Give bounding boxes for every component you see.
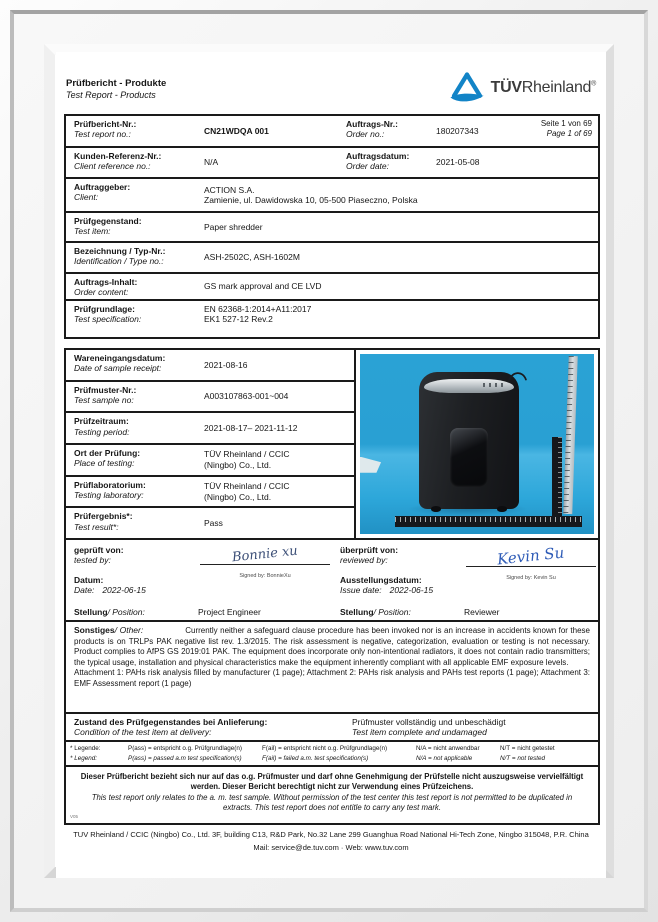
tested-position-row bbox=[66, 605, 332, 620]
label-report-no: Prüfbericht-Nr.: Test report no.: bbox=[74, 119, 137, 140]
reviewed-by-top bbox=[332, 545, 598, 605]
reviewed-position-row bbox=[332, 605, 598, 620]
value-order-no: 180207343 bbox=[436, 125, 479, 136]
value-client-ref: N/A bbox=[204, 157, 219, 168]
row-place-of-testing bbox=[64, 443, 356, 477]
reviewed-position-value: Reviewer bbox=[464, 606, 500, 617]
disclaimer-english: This test report only relates to the a. m. test sample. Without permission of the test center this test report is not permitted to be duplicated in extracts. This test report does not entitle to carry any test mark. bbox=[91, 793, 573, 813]
reviewed-signed-by: Signed by: Kevin Su bbox=[506, 575, 556, 582]
disclaimer-box bbox=[64, 765, 600, 825]
row-sample-no bbox=[64, 380, 356, 414]
report-table bbox=[64, 114, 600, 825]
reviewed-by-labels: überprüft von: reviewed by: Ausstellungsdatum: Issue date: 2022-06-15 bbox=[332, 545, 464, 605]
tuv-triangle-icon bbox=[449, 72, 485, 103]
tested-by-top bbox=[66, 545, 332, 605]
row-test-result bbox=[64, 506, 356, 540]
tested-signed-by: Signed by: BonnieXu bbox=[239, 572, 291, 579]
shredder-foot-right bbox=[497, 506, 507, 511]
label-place-of-testing: Ort der Prüfung: Place of testing: bbox=[74, 448, 141, 469]
condition-label: Zustand des Prüfgegenstandes bei Anlieferung: Condition of the test item at delivery: bbox=[74, 717, 268, 738]
section-gap bbox=[64, 339, 600, 348]
other-label-english: / Other: bbox=[114, 625, 144, 635]
row-testing-laboratory bbox=[64, 475, 356, 509]
black-ruler-vertical bbox=[552, 437, 563, 518]
value-sample-no: A003107863-001~004 bbox=[204, 391, 289, 402]
label-order-no: Auftrags-Nr.: Order no.: bbox=[346, 119, 398, 140]
value-test-item: Paper shredder bbox=[204, 221, 263, 232]
row-testing-period bbox=[64, 411, 356, 445]
test-report-page bbox=[56, 52, 606, 878]
tuv-rheinland-logo bbox=[449, 72, 596, 103]
row-client bbox=[64, 177, 600, 213]
label-client-ref: Kunden-Referenz-Nr.: Client reference no.: bbox=[74, 151, 162, 172]
other-text: Currently neither a safeguard clause procedure has been invoked nor is an increase in accidents known for these products is on TRLPs PAK negative list rev. 1.3/2015. The risk assessment is negative, categorization, evaluation or testing is not necessary. Product complies to AfPS GS 2019:01 PAK. The equipment does incorporate only non-intentional radiators, it does not contain radio transmitters; the typical usage, installation and physical characteristics make the equipment inherently compliant with all applicable EMF exposure levels. bbox=[74, 626, 591, 667]
label-order-content: Auftrags-Inhalt: Order content: bbox=[74, 277, 138, 298]
value-client: ACTION S.A. Zamienie, ul. Dawidowska 10, 05-500 Piaseczno, Polska bbox=[204, 184, 418, 205]
title-english: Test Report - Products bbox=[66, 90, 156, 100]
reviewed-by-block bbox=[332, 545, 598, 620]
other-label-german: Sonstiges bbox=[74, 625, 115, 635]
legend-section bbox=[64, 740, 600, 767]
row-report-no bbox=[64, 114, 600, 148]
reviewed-position-label: Stellung/ Position: bbox=[340, 606, 411, 617]
legend-row-english: * Legend: P(ass) = passed a.m test specification(s) F(ail) = failed a.m. test specification(s) N/A = not applicable N/T = not tested bbox=[70, 754, 545, 762]
row-test-item bbox=[64, 211, 600, 243]
shredder-window bbox=[450, 428, 488, 487]
reviewed-signature-area bbox=[464, 545, 598, 605]
document-header bbox=[56, 52, 606, 114]
page-indicator: Seite 1 von 69 Page 1 of 69 bbox=[540, 119, 592, 138]
tested-position-value: Project Engineer bbox=[198, 606, 261, 617]
brand-wordmark bbox=[491, 79, 596, 97]
value-testing-period: 2021-08-17– 2021-11-12 bbox=[204, 423, 298, 433]
value-report-no: CN21WDQA 001 bbox=[204, 125, 269, 136]
label-order-date: Auftragsdatum: Order date: bbox=[346, 151, 410, 172]
tested-by-labels: geprüft von: tested by: Datum: Date: 2022-06-15 bbox=[66, 545, 198, 605]
document-title bbox=[66, 78, 166, 100]
signature-rule bbox=[466, 566, 596, 567]
shredder-controls bbox=[483, 383, 503, 388]
shredder-body bbox=[419, 372, 520, 509]
power-cord-icon bbox=[506, 368, 528, 384]
form-version: V05 bbox=[70, 814, 79, 820]
disclaimer-german: Dieser Prüfbericht bezieht sich nur auf das o.g. Prüfmuster und darf ohne Genehmigung der Prüfstelle nicht auszugsweise vervielfältigt werden. Dieser Bericht berechtigt nicht zur Verwendung eines Prüfzeichens. bbox=[80, 772, 584, 792]
value-testing-laboratory: TÜV Rheinland / CCIC (Ningbo) Co., Ltd. bbox=[204, 481, 290, 502]
label-testing-laboratory: Prüflaboratorium: Testing laboratory: bbox=[74, 479, 146, 501]
footer-address: TUV Rheinland / CCIC (Ningbo) Co., Ltd. 3F, building C13, R&D Park, No.32 Lane 299 Guanghua Road National Hi-Tech Zone, Ningbo 315048, P.R. China bbox=[73, 830, 589, 839]
label-identification: Bezeichnung / Typ-Nr.: Identification / Type no.: bbox=[74, 246, 166, 267]
label-sample-no: Prüfmuster-Nr.: Test sample no: bbox=[74, 384, 137, 406]
sample-photo bbox=[360, 354, 594, 534]
spacer bbox=[340, 566, 464, 575]
shredder-top-band bbox=[424, 379, 515, 393]
signature-section bbox=[64, 538, 600, 622]
tested-date: Date: 2022-06-15 bbox=[74, 585, 146, 596]
label-client: Auftraggeber: Client: bbox=[74, 182, 131, 203]
value-test-result: Pass bbox=[204, 518, 223, 529]
value-order-date: 2021-05-08 bbox=[436, 157, 480, 168]
sample-section bbox=[64, 348, 600, 540]
row-receipt-date bbox=[64, 348, 356, 382]
row-client-ref bbox=[64, 146, 600, 179]
tested-by-block bbox=[66, 545, 332, 620]
spacer bbox=[74, 566, 198, 575]
value-test-spec: EN 62368-1:2014+A11:2017 EK1 527-12 Rev.2 bbox=[204, 304, 312, 325]
tested-position-label: Stellung/ Position: bbox=[74, 606, 145, 617]
footer-contact: Mail: service@de.tuv.com · Web: www.tuv.com bbox=[253, 843, 409, 853]
value-order-content: GS mark approval and CE LVD bbox=[204, 281, 322, 292]
signature-rule bbox=[200, 564, 330, 565]
sample-info-column bbox=[64, 348, 356, 540]
shredder-foot-left bbox=[431, 506, 441, 511]
sample-photo-cell bbox=[354, 348, 600, 540]
row-order-content bbox=[64, 272, 600, 301]
reviewed-signature: Kevin Su bbox=[496, 543, 566, 569]
condition-value: Prüfmuster vollständig und unbeschädigt Test item complete and undamaged bbox=[352, 717, 506, 738]
tested-signature: Bonnie xu bbox=[231, 543, 299, 566]
label-test-spec: Prüfgrundlage: Test specification: bbox=[74, 304, 142, 325]
other-remarks-section bbox=[64, 620, 600, 714]
photo-paper-scrap bbox=[360, 457, 381, 473]
attachments-text: Attachment 1: PAHs risk analysis filled by manufacturer (1 page); Attachment 2: PAHs risk analysis and PAHs test reports (1 page); Attachment 3: EMF Assessment report (1 page) bbox=[74, 668, 590, 688]
reviewed-date: Issue date: 2022-06-15 bbox=[340, 585, 434, 596]
label-receipt-date: Wareneingangsdatum: Date of sample receipt: bbox=[74, 353, 166, 374]
label-test-item: Prüfgegenstand: Test item: bbox=[74, 216, 142, 237]
brand-rheinland: Rheinland bbox=[521, 78, 592, 96]
row-test-spec bbox=[64, 299, 600, 339]
metal-ruler-vertical bbox=[563, 356, 578, 515]
registered-mark: ® bbox=[591, 80, 596, 88]
label-testing-period: Prüfzeitraum: Testing period: bbox=[74, 416, 130, 437]
black-ruler-horizontal bbox=[395, 516, 582, 527]
label-test-result: Prüfergebnis*: Test result*: bbox=[74, 511, 133, 532]
title-german: Prüfbericht - Produkte bbox=[66, 78, 167, 89]
legend-row-german: * Legende: P(ass) = entspricht o.g. Prüfgrundlage(n) F(ail) = entspricht nicht o.g. Prüfgrundlage(n) N/A = nicht anwendbar N/T = nicht getestet bbox=[70, 745, 555, 753]
value-receipt-date: 2021-08-16 bbox=[204, 359, 248, 370]
value-identification: ASH-2502C, ASH-1602M bbox=[204, 252, 300, 263]
brand-tuv: TÜV bbox=[490, 78, 522, 96]
document-footer bbox=[56, 830, 606, 853]
row-identification bbox=[64, 241, 600, 274]
value-place-of-testing: TÜV Rheinland / CCIC (Ningbo) Co., Ltd. bbox=[204, 449, 290, 470]
tested-signature-area bbox=[198, 545, 332, 605]
condition-section bbox=[64, 712, 600, 742]
